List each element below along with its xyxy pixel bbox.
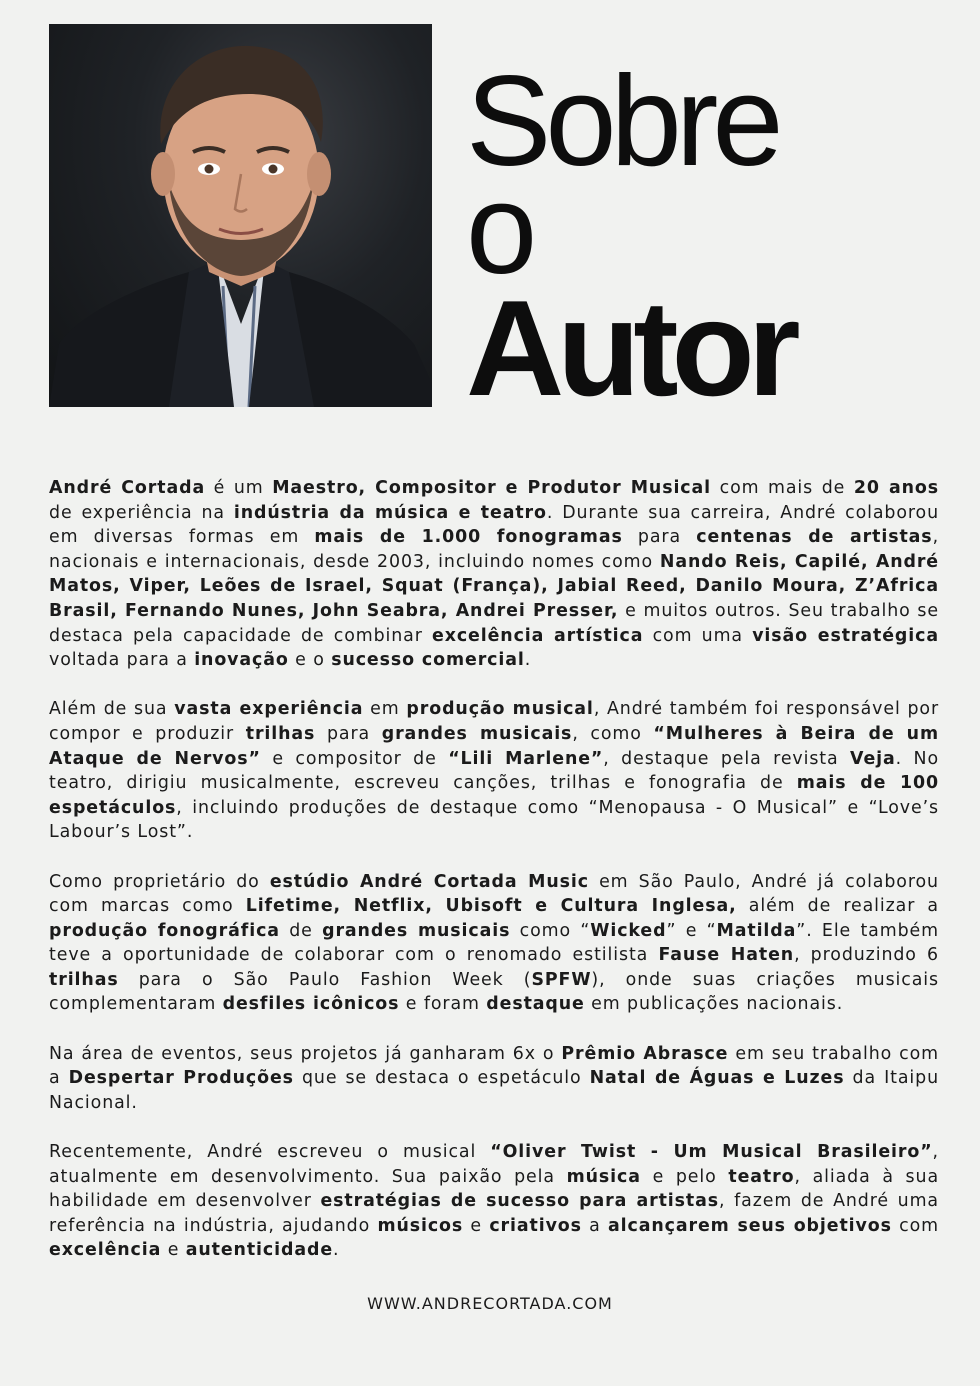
bio-paragraph (49, 697, 939, 845)
bold-text: vasta experiência (174, 699, 364, 720)
bold-text: André Cortada (49, 478, 206, 498)
text-run: e (463, 1215, 490, 1236)
text-run: , André também foi responsável por compor e produzir (49, 699, 939, 744)
bold-text: Veja (850, 748, 896, 769)
bold-text: inovação (194, 650, 289, 671)
bold-text: criativos (489, 1215, 582, 1236)
bold-text: indústria da música e teatro (233, 502, 547, 523)
bold-text: Nando Reis, Capilé, André Matos, Viper, Leões de Israel, Squat (França), Jabial Reed, Danilo Moura, Z’Africa Brasil, Fernando Nunes, John Seabra, Andrei Presser, (49, 551, 940, 621)
bold-text: Maestro, Compositor e Produtor Musical (272, 478, 712, 498)
author-photo (49, 24, 432, 407)
bold-text: Matilda (716, 920, 797, 941)
bold-text: Natal de Águas e Luzes (589, 1068, 845, 1089)
bold-text: desfiles icônicos (222, 994, 400, 1015)
text-run: , fazem de André uma referência na indústria, ajudando (49, 1191, 939, 1236)
bold-text: estratégias de sucesso para artistas (320, 1191, 720, 1212)
text-run: com uma (643, 625, 753, 646)
bold-text: alcançarem seus objetivos (608, 1215, 892, 1236)
text-run: para (315, 723, 382, 744)
text-run: a (581, 1215, 608, 1236)
bold-text: excelência (49, 1240, 162, 1261)
text-run: . (333, 1240, 340, 1261)
bold-text: músicos (377, 1215, 464, 1236)
text-run: para o São Paulo Fashion Week ( (118, 969, 532, 990)
bold-text: teatro (728, 1166, 795, 1187)
bold-text: Despertar Produções (68, 1068, 294, 1089)
text-run: com mais de (711, 478, 854, 498)
bold-text: destaque (486, 994, 585, 1015)
text-run: . Durante sua carreira, André colaborou em diversas formas em (49, 502, 940, 548)
text-run: com (891, 1215, 939, 1236)
bold-text: trilhas (49, 969, 119, 990)
bold-text: “Lili Marlene” (448, 748, 604, 769)
text-run: , nacionais e internacionais, desde 2003, incluindo nomes como (49, 527, 939, 572)
text-run: , atualmente em desenvolvimento. Sua paixão pela (49, 1142, 939, 1187)
bold-text: mais de 1.000 fonogramas (314, 527, 623, 548)
text-run: e pelo (640, 1166, 729, 1187)
text-run: e muitos outros. Seu trabalho se destaca pela capacidade de combinar (49, 600, 939, 646)
bold-text: produção musical (406, 699, 594, 720)
bold-text: Fause Haten (658, 945, 795, 966)
bold-text: Prêmio Abrasce (561, 1043, 729, 1064)
bio-paragraph (49, 476, 939, 673)
title-line-1: Sobre (466, 50, 778, 193)
text-run: Na área de eventos, seus projetos já ganharam 6x o (49, 1043, 562, 1064)
bio-paragraph (49, 870, 939, 1018)
text-run: e o (288, 650, 332, 671)
text-run: em publicações nacionais. (584, 994, 844, 1015)
text-run: , aliada à sua habilidade em desenvolver (49, 1166, 939, 1212)
bold-text: Wicked (590, 920, 667, 941)
page-title (466, 50, 794, 424)
bold-text: excelência artística (432, 625, 644, 646)
text-run: , destaque pela revista (603, 748, 851, 769)
text-run: . No teatro, dirigiu musicalmente, escreveu canções, trilhas e fonografia de (49, 748, 939, 794)
text-run: e compositor de (260, 748, 449, 769)
text-run: ”. Ele também teve a oportunidade de colaborar com o renomado estilista (49, 920, 939, 966)
text-run: em (363, 699, 407, 720)
text-run: Além de sua (49, 699, 175, 720)
bold-text: grandes musicais (322, 920, 511, 941)
text-run: da Itaipu Nacional. (49, 1068, 939, 1113)
bold-text: centenas de artistas (696, 527, 933, 548)
text-run: em seu trabalho com a (49, 1043, 939, 1089)
text-run: Como proprietário do (49, 871, 270, 892)
bold-text: autenticidade (185, 1240, 334, 1261)
text-run: . (524, 650, 532, 671)
text-run: voltada para a (49, 650, 195, 671)
text-run: além de realizar a (736, 896, 939, 917)
text-run: que se destaca o espetáculo (293, 1068, 590, 1089)
bold-text: trilhas (245, 723, 316, 744)
bold-text: Lifetime, Netflix, Ubisoft e Cultura Inglesa, (245, 896, 737, 917)
title-line-2: o (466, 158, 532, 301)
bio-paragraph (49, 1042, 939, 1116)
bold-text: SPFW (531, 969, 592, 990)
text-run: , incluindo produções de destaque como “Menopausa - O Musical” e “Love’s Labour’s Lost”. (49, 797, 939, 843)
title-line-3: Autor (466, 272, 794, 424)
bold-text: estúdio André Cortada Music (269, 871, 589, 892)
text-run: ), onde suas criações musicais complementaram (49, 969, 939, 1015)
website-url: WWW.ANDRECORTADA.COM (367, 1294, 613, 1313)
bold-text: mais de 100 espetáculos (49, 773, 939, 818)
text-run: em São Paulo, André já colaborou com marcas como (49, 871, 939, 917)
bold-text: visão estratégica (752, 625, 939, 646)
bold-text: “Oliver Twist - Um Musical Brasileiro” (490, 1142, 933, 1163)
text-run: e (161, 1240, 186, 1261)
text-run: ” e “ (666, 920, 717, 941)
bold-text: sucesso comercial (331, 650, 525, 671)
biography-text (49, 476, 939, 1288)
text-run: , como (572, 723, 654, 744)
bold-text: “Mulheres à Beira de um Ataque de Nervos” (49, 723, 939, 769)
text-run: para (622, 527, 697, 548)
text-run: , produzindo 6 (794, 945, 940, 966)
bio-paragraph (49, 1140, 939, 1263)
text-run: como “ (510, 920, 591, 941)
text-run: de experiência na (49, 502, 234, 523)
text-run: e foram (399, 994, 487, 1015)
bold-text: 20 anos (853, 478, 939, 498)
text-run: de (279, 920, 323, 941)
text-run: é um (205, 478, 273, 498)
bold-text: grandes musicais (381, 723, 573, 744)
bold-text: produção fonográfica (49, 920, 280, 941)
text-run: Recentemente, André escreveu o musical (49, 1142, 491, 1163)
bold-text: música (566, 1166, 641, 1187)
